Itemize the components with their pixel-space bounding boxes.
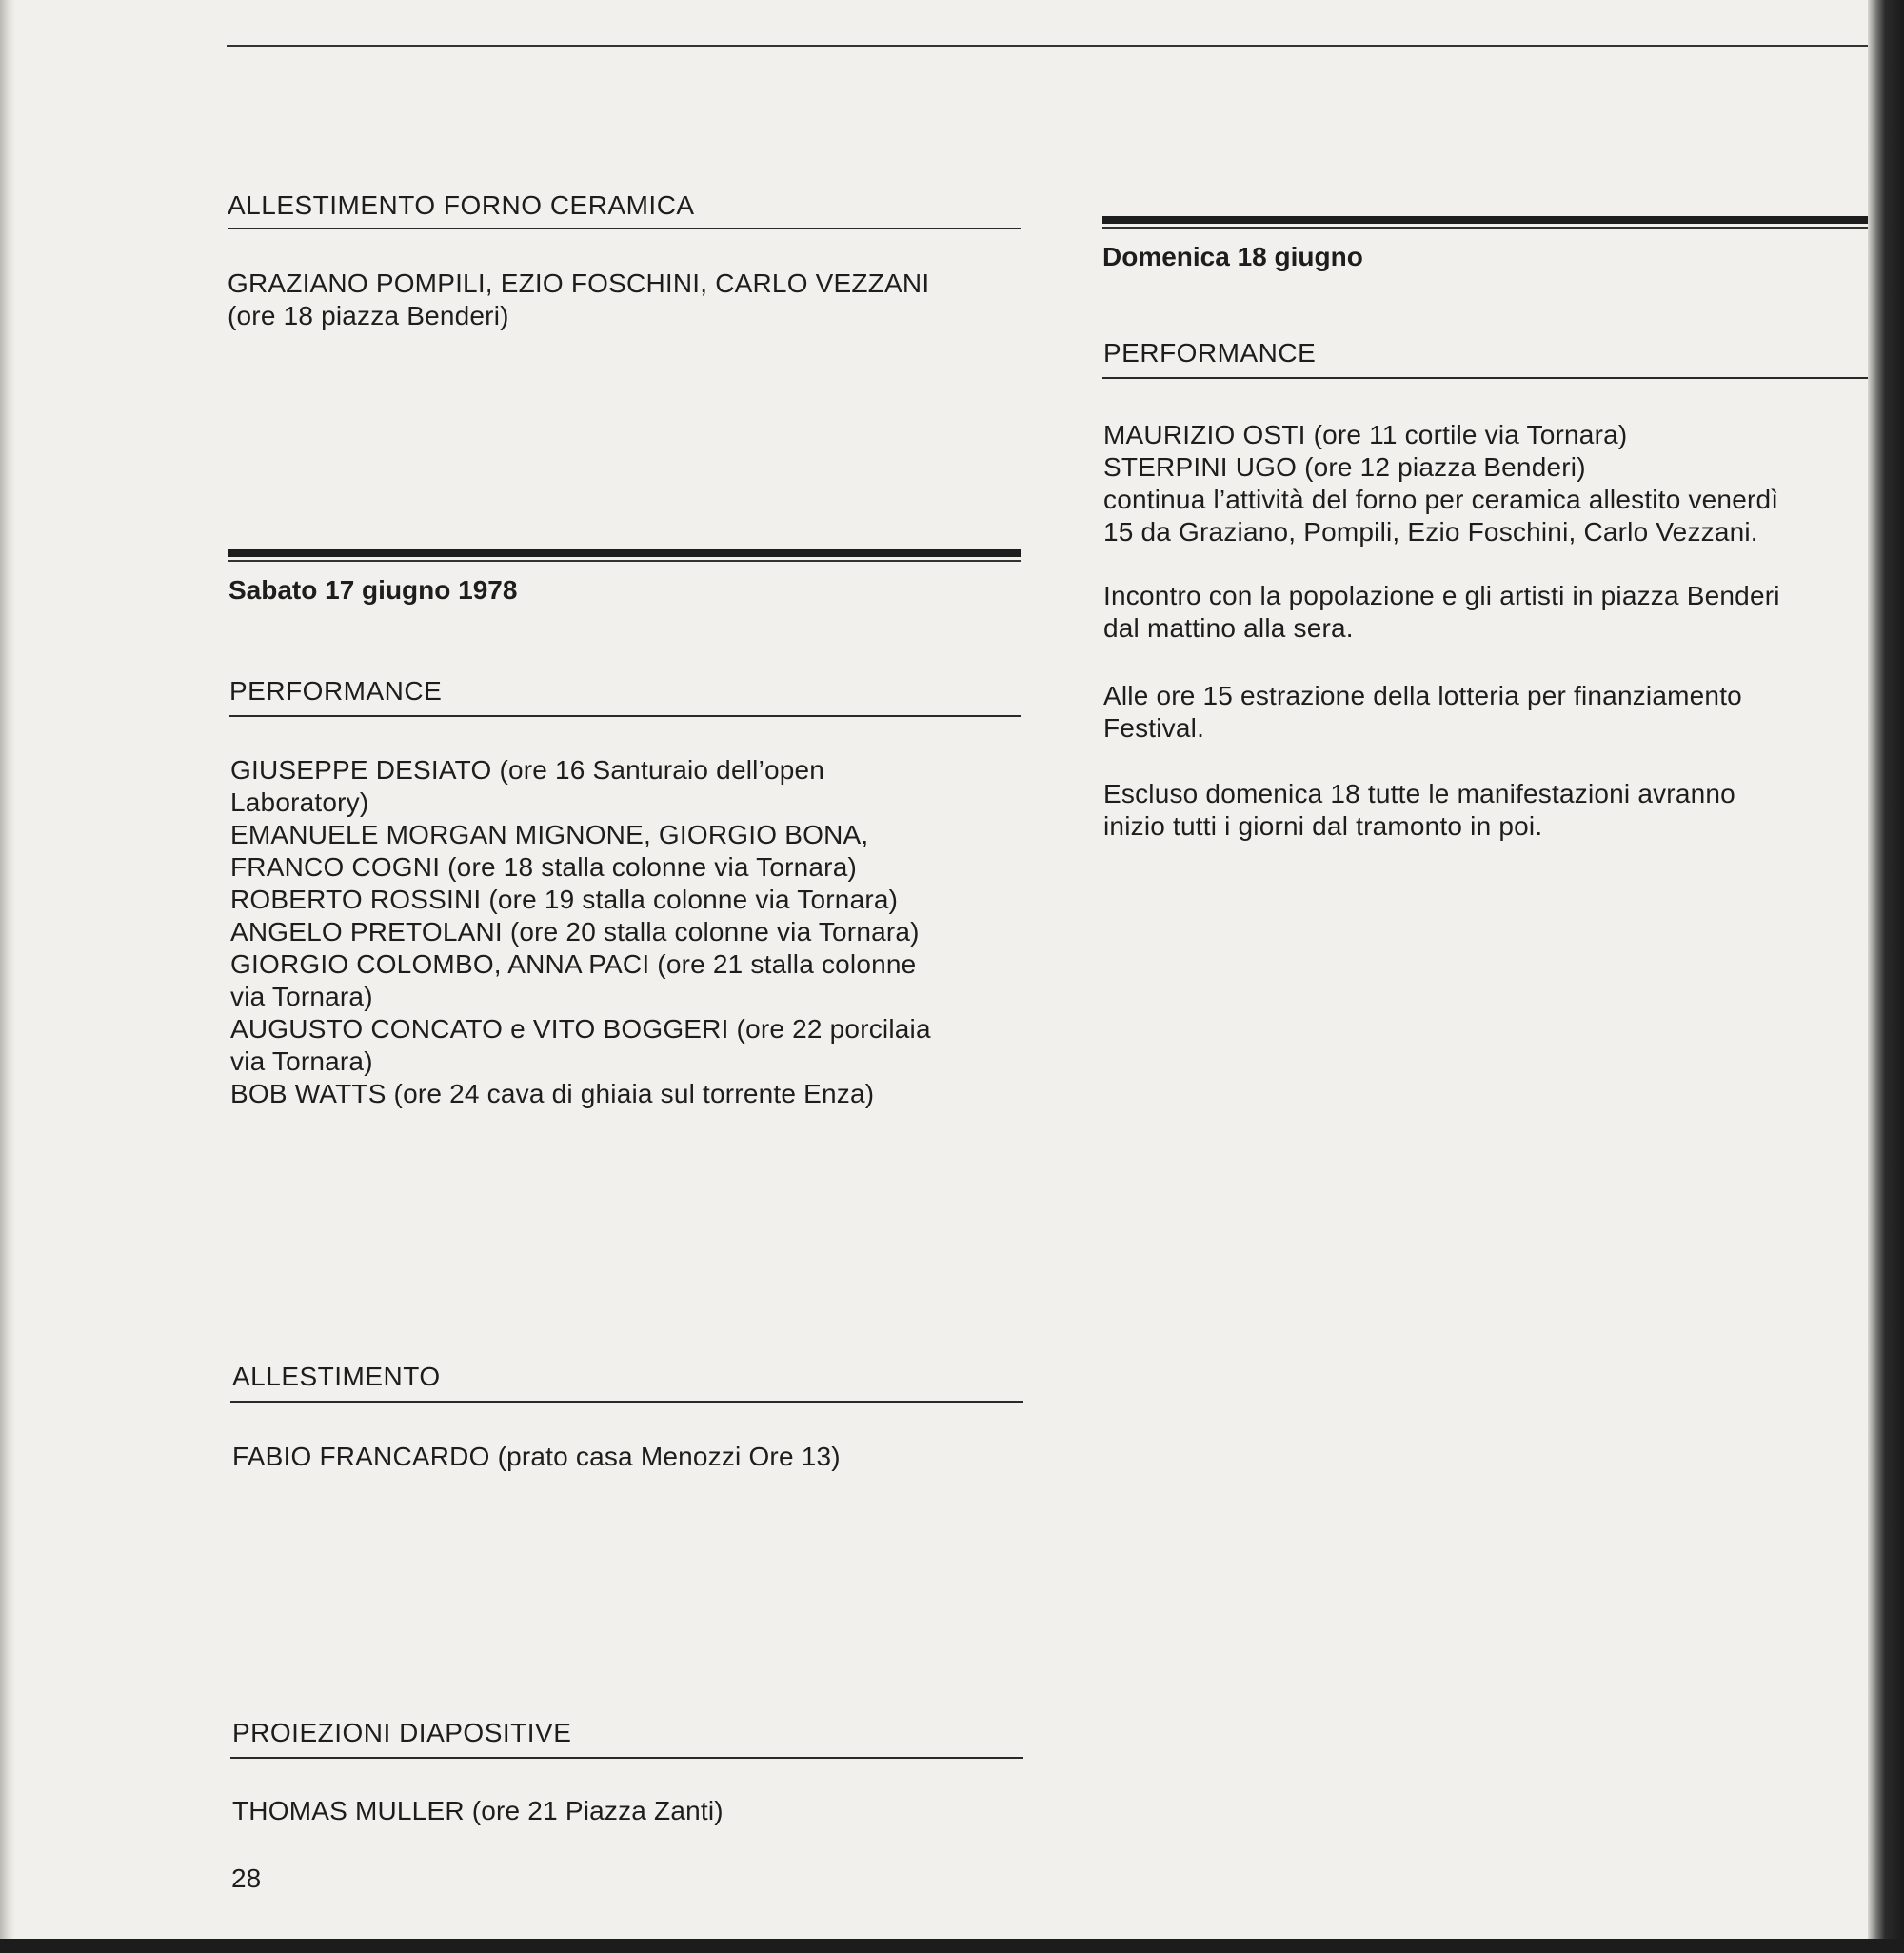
text-line: GIUSEPPE DESIATO (ore 16 Santuraio dell’open	[230, 755, 825, 785]
day-heading-domenica: Domenica 18 giugno	[1102, 242, 1363, 271]
page-number: 28	[231, 1863, 262, 1893]
section-heading-performance-domenica: PERFORMANCE	[1103, 338, 1317, 368]
performance-domenica-list	[1103, 419, 1778, 548]
text-line: GRAZIANO POMPILI, EZIO FOSCHINI, CARLO VEZZANI	[228, 269, 930, 298]
text-line: BOB WATTS (ore 24 cava di ghiaia sul torrente Enza)	[230, 1079, 875, 1108]
section-rule	[1102, 377, 1868, 379]
day-heading-sabato: Sabato 17 giugno 1978	[228, 575, 518, 605]
text-line: AUGUSTO CONCATO e VITO BOGGERI (ore 22 porcilaia	[230, 1014, 931, 1044]
allestimento-text	[232, 1441, 841, 1473]
allestimento-forno-text	[228, 268, 929, 332]
text-line: Laboratory)	[230, 787, 369, 817]
section-heading-proiezioni: PROIEZIONI DIAPOSITIVE	[232, 1718, 572, 1747]
section-heading-allestimento: ALLESTIMENTO	[232, 1362, 441, 1391]
proiezioni-text	[232, 1795, 724, 1827]
text-line: ANGELO PRETOLANI (ore 20 stalla colonne via Tornara)	[230, 917, 920, 947]
text-line: (ore 18 piazza Benderi)	[228, 301, 509, 330]
text-line: Festival.	[1103, 713, 1205, 743]
escluso-text	[1103, 778, 1735, 843]
text-line: continua l’attività del forno per ceramica allestito venerdì	[1103, 485, 1779, 514]
section-rule	[230, 1757, 1023, 1759]
text-line: Escluso domenica 18 tutte le manifestazioni avranno	[1103, 779, 1735, 808]
day-divider	[1102, 216, 1868, 224]
section-rule	[229, 715, 1021, 717]
text-line: THOMAS MULLER (ore 21 Piazza Zanti)	[232, 1796, 724, 1825]
day-divider	[228, 549, 1021, 557]
text-line: FABIO FRANCARDO (prato casa Menozzi Ore 13)	[232, 1442, 841, 1471]
text-line: MAURIZIO OSTI (ore 11 cortile via Tornara)	[1103, 420, 1628, 449]
text-line: inizio tutti i giorni dal tramonto in poi.	[1103, 811, 1543, 841]
section-heading-performance: PERFORMANCE	[229, 676, 443, 706]
book-spine-shadow	[0, 0, 15, 1953]
section-rule	[228, 228, 1021, 229]
incontro-text	[1103, 580, 1780, 645]
text-line: via Tornara)	[230, 1046, 373, 1076]
text-line: GIORGIO COLOMBO, ANNA PACI (ore 21 stalla colonne	[230, 949, 917, 979]
text-line: Incontro con la popolazione e gli artisti in piazza Benderi	[1103, 581, 1780, 610]
section-heading-allestimento-forno: ALLESTIMENTO FORNO CERAMICA	[228, 190, 695, 220]
page-edge-shadow	[1868, 0, 1904, 1953]
text-line: 15 da Graziano, Pompili, Ezio Foschini, Carlo Vezzani.	[1103, 517, 1758, 547]
lotteria-text	[1103, 680, 1742, 745]
text-line: STERPINI UGO (ore 12 piazza Benderi)	[1103, 452, 1586, 482]
text-line: ROBERTO ROSSINI (ore 19 stalla colonne via Tornara)	[230, 885, 899, 914]
bottom-edge-shadow	[0, 1939, 1904, 1953]
performance-list	[230, 754, 931, 1110]
text-line: EMANUELE MORGAN MIGNONE, GIORGIO BONA,	[230, 820, 869, 849]
text-line: via Tornara)	[230, 982, 373, 1011]
top-rule	[227, 45, 1874, 47]
text-line: dal mattino alla sera.	[1103, 613, 1354, 643]
section-rule	[230, 1401, 1023, 1403]
text-line: Alle ore 15 estrazione della lotteria per finanziamento	[1103, 681, 1742, 710]
text-line: FRANCO COGNI (ore 18 stalla colonne via Tornara)	[230, 852, 857, 882]
